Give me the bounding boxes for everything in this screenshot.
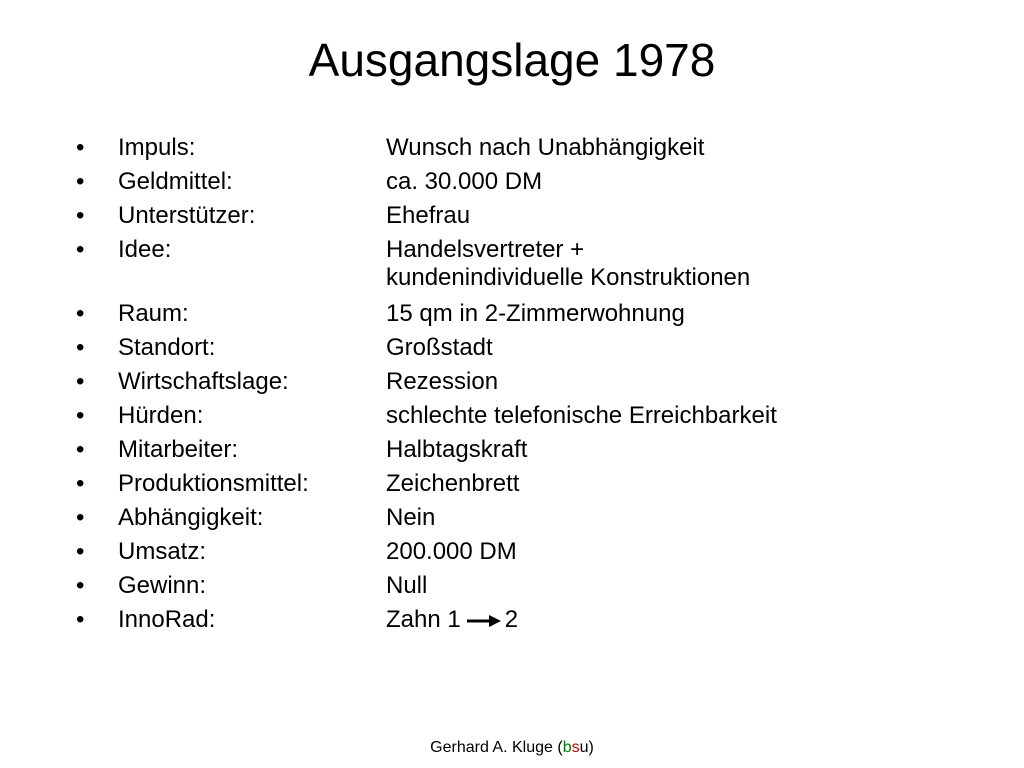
right-arrow-icon — [467, 607, 501, 635]
item-key: Geldmittel: — [118, 168, 233, 195]
item-value: 15 qm in 2-Zimmerwohnung — [386, 300, 685, 327]
item-value: 200.000 DM — [386, 538, 517, 565]
item-value: Null — [386, 572, 428, 599]
item-value-start: Zahn 1 — [386, 606, 461, 633]
item-value-line: Handelsvertreter + — [386, 236, 585, 263]
bullet-icon: • — [76, 368, 85, 395]
list-item-umsatz — [76, 538, 976, 566]
list-item-innorad — [76, 606, 976, 635]
item-key: Produktionsmittel: — [118, 470, 309, 497]
item-key: Abhängigkeit: — [118, 504, 264, 531]
item-key: Hürden: — [118, 402, 204, 429]
bullet-icon: • — [76, 300, 85, 327]
bullet-icon: • — [76, 236, 85, 263]
footer-close-paren: ) — [588, 739, 594, 756]
bullet-icon: • — [76, 168, 85, 195]
list-item-raum — [76, 300, 976, 328]
list-item-mitarbeiter — [76, 436, 976, 464]
bullet-icon: • — [76, 202, 85, 229]
slide-title: Ausgangslage 1978 — [308, 34, 716, 86]
item-key: Umsatz: — [118, 538, 207, 565]
item-value: Großstadt — [386, 334, 493, 361]
bullet-icon: • — [76, 134, 85, 161]
item-value: ca. 30.000 DM — [386, 168, 543, 195]
bullet-icon: • — [76, 538, 85, 565]
item-key: Standort: — [118, 334, 216, 361]
item-value: Halbtagskraft — [386, 436, 528, 463]
footer-logo-s: s — [571, 739, 580, 756]
bullet-icon: • — [76, 470, 85, 497]
item-key: Wirtschaftslage: — [118, 368, 289, 395]
bullet-list — [76, 134, 976, 641]
item-key: Impuls: — [118, 134, 196, 161]
bullet-icon: • — [76, 606, 85, 633]
item-value: Zeichenbrett — [386, 470, 520, 497]
bullet-icon: • — [76, 436, 85, 463]
item-value — [386, 606, 976, 635]
list-item-geldmittel — [76, 168, 976, 196]
list-item-produktionsmittel — [76, 470, 976, 498]
bullet-icon: • — [76, 572, 85, 599]
list-item-gewinn — [76, 572, 976, 600]
item-key: Mitarbeiter: — [118, 436, 239, 463]
item-value: Rezession — [386, 368, 499, 395]
item-value-line: kundenindividuelle Konstruktionen — [386, 264, 751, 291]
footer-author: Gerhard A. Kluge ( — [430, 739, 563, 756]
item-key: Raum: — [118, 300, 189, 327]
item-value: Ehefrau — [386, 202, 471, 229]
item-value: Wunsch nach Unabhängigkeit — [386, 134, 705, 161]
footer-logo-u: u — [579, 739, 589, 756]
item-key: Gewinn: — [118, 572, 207, 599]
item-key: Unterstützer: — [118, 202, 256, 229]
list-item-idee — [76, 236, 976, 292]
bullet-icon: • — [76, 504, 85, 531]
list-item-standort — [76, 334, 976, 362]
list-item-unterstuetzer — [76, 202, 976, 230]
item-value: schlechte telefonische Erreichbarkeit — [386, 402, 777, 429]
list-item-wirtschaftslage — [76, 368, 976, 396]
footer-logo-b: b — [562, 739, 572, 756]
item-key: Idee: — [118, 236, 172, 263]
item-value — [386, 236, 976, 292]
list-item-abhaengigkeit — [76, 504, 976, 532]
list-item-huerden — [76, 402, 976, 430]
bullet-icon: • — [76, 402, 85, 429]
item-value: Nein — [386, 504, 436, 531]
bullet-icon: • — [76, 334, 85, 361]
footer-credit — [0, 738, 1024, 758]
item-value-end: 2 — [504, 606, 519, 633]
item-key: InnoRad: — [118, 606, 216, 633]
list-item-impuls — [76, 134, 976, 162]
